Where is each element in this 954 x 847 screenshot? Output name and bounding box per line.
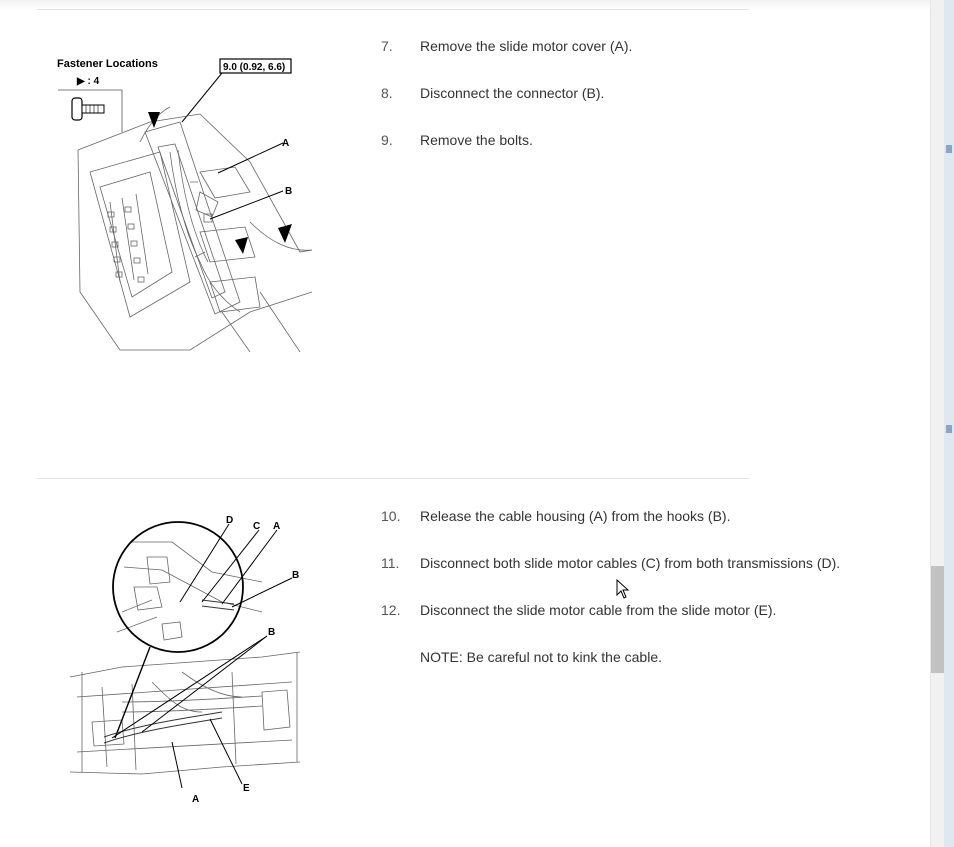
step-item [381, 555, 901, 602]
step-number: 12. [381, 602, 401, 618]
fastener-count: ▶ : 4 [77, 76, 100, 87]
edge-marker [946, 425, 952, 433]
step-text: Remove the bolts. [420, 132, 533, 148]
step-text: Disconnect the connector (B). [420, 85, 605, 101]
step-number: 11. [381, 555, 400, 571]
step-item [381, 38, 901, 85]
step-number: 10. [381, 508, 401, 524]
callout-e: E [243, 783, 250, 794]
slide-motor-cover-figure [50, 52, 322, 352]
mouse-pointer-icon [616, 579, 630, 599]
step-text: Release the cable housing (A) from the hooks (B). [420, 508, 731, 524]
step-text: Remove the slide motor cover (A). [420, 38, 633, 54]
step-item [381, 602, 901, 649]
callout-b: B [285, 186, 293, 197]
slide-motor-cable-illustration [62, 512, 312, 807]
step-number: 9. [381, 132, 393, 148]
step-number: 8. [381, 85, 393, 101]
note-text: NOTE: Be careful not to kink the cable. [420, 649, 663, 665]
fastener-locations-title: Fastener Locations [57, 58, 158, 70]
scrollbar-thumb[interactable] [931, 566, 944, 673]
steps-list-2 [381, 508, 901, 665]
slide-motor-illustration [50, 52, 322, 352]
section-divider [37, 478, 749, 479]
step-text: Disconnect both slide motor cables (C) from both transmissions (D). [420, 555, 841, 571]
callout-b-right: B [292, 570, 300, 581]
callout-a-bottom: A [192, 794, 200, 805]
slide-motor-cable-figure [62, 512, 312, 807]
steps-list-1 [381, 38, 901, 179]
callout-a-top: A [273, 521, 281, 532]
edge-marker [946, 145, 952, 153]
callout-c: C [253, 521, 261, 532]
step-item [381, 132, 901, 179]
step-number: 7. [381, 38, 393, 54]
svg-text:9.0 (0.92, 6.6): 9.0 (0.92, 6.6) [223, 62, 286, 73]
callout-a: A [282, 138, 290, 149]
torque-spec-box [220, 59, 291, 73]
section-divider [37, 9, 749, 10]
window-edge [944, 0, 954, 847]
callout-b-mid: B [268, 627, 276, 638]
callout-d: D [226, 515, 234, 526]
bolt-icon [58, 90, 122, 132]
step-item [381, 85, 901, 132]
step-item [381, 508, 901, 555]
step-text: Disconnect the slide motor cable from the slide motor (E). [420, 602, 777, 618]
